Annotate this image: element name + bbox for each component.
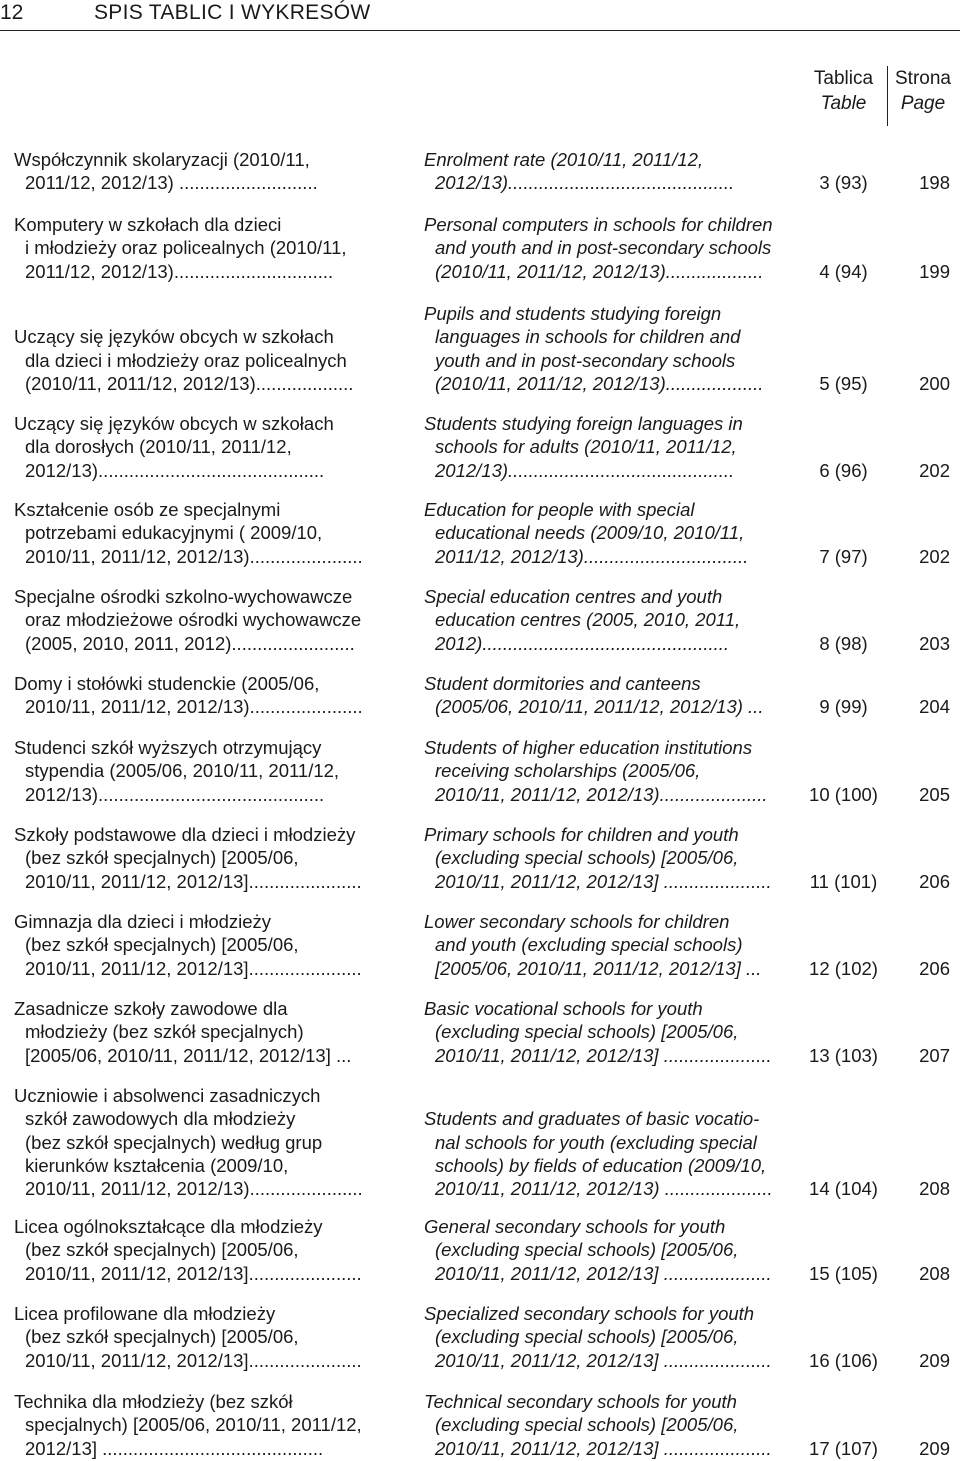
entry-title-en-line: (excluding special schools) [2005/06,: [435, 847, 739, 869]
page-ref: 203: [919, 632, 950, 654]
entry-title-pl-line: Licea ogólnokształcące dla młodzieży: [14, 1216, 323, 1237]
entry-title-pl-line: (bez szkół specjalnych) [2005/06,: [25, 1326, 299, 1348]
column-header-page-en: Page: [900, 93, 946, 114]
entry-title-en: [424, 1302, 796, 1372]
toc-entry: [0, 997, 960, 1067]
table-number: 15 (105): [809, 1262, 878, 1284]
entry-title-en-line: Specialized secondary schools for youth: [424, 1303, 755, 1324]
entry-title-pl-line: 2011/12, 2012/13) ...........................: [25, 172, 318, 194]
column-header-table-pl: Tablica: [813, 68, 874, 89]
entry-title-pl: [14, 1084, 392, 1200]
page-header: [0, 0, 960, 31]
toc-entry: [0, 823, 960, 893]
page-ref: 208: [919, 1178, 950, 1200]
entry-title-en-line: 2012/13)............................................: [435, 459, 735, 481]
toc-entry: [0, 148, 960, 195]
entry-title-pl-line: (bez szkół specjalnych) [2005/06,: [25, 847, 299, 869]
table-number: 10 (100): [809, 783, 878, 805]
entry-title-pl-line: (bez szkół specjalnych) według grup: [25, 1131, 323, 1153]
entry-title-pl: [14, 498, 392, 568]
entry-title-pl-line: stypendia (2005/06, 2010/11, 2011/12,: [25, 760, 340, 782]
entry-title-pl-line: Kształcenie osób ze specjalnymi: [14, 499, 281, 520]
table-number: 11 (101): [809, 870, 878, 892]
page-ref: 199: [919, 260, 950, 282]
table-number: 16 (106): [809, 1349, 878, 1371]
entry-title-en-line: 2010/11, 2011/12, 2012/13).....................: [435, 783, 768, 805]
column-header-table: [800, 66, 888, 126]
entry-title-pl: [14, 910, 392, 980]
toc-entry: [0, 910, 960, 980]
entry-title-pl: [14, 585, 392, 655]
toc-entry: [0, 736, 960, 806]
entry-title-pl-line: Studenci szkół wyższych otrzymujący: [14, 737, 322, 758]
page-ref: 209: [919, 1437, 950, 1459]
page-ref: 204: [919, 696, 950, 718]
column-header-page: [888, 66, 958, 126]
entry-title-en-line: Special education centres and youth: [424, 586, 723, 607]
entry-title-pl-line: Domy i stołówki studenckie (2005/06,: [14, 673, 320, 694]
entry-title-en: [424, 823, 796, 893]
column-header-table-en: Table: [820, 93, 867, 114]
table-number: 8 (98): [819, 632, 868, 654]
entry-title-pl-line: Współczynnik skolaryzacji (2010/11,: [14, 149, 310, 170]
entry-title-en-line: receiving scholarships (2005/06,: [435, 760, 701, 782]
table-number: 4 (94): [819, 260, 868, 282]
page-ref: 202: [919, 459, 950, 481]
entry-title-en: [424, 997, 796, 1067]
entry-title-en-line: Education for people with special: [424, 499, 695, 520]
entry-title-pl-line: 2010/11, 2011/12, 2012/13]......................: [25, 1349, 362, 1371]
entry-title-en-line: 2012/13)............................................: [435, 172, 735, 194]
entry-title-en-line: and youth and in post-secondary schools: [435, 237, 772, 259]
entry-title-en-line: 2011/12, 2012/13)................................: [435, 545, 749, 567]
entry-title-pl-line: Zasadnicze szkoły zawodowe dla: [14, 998, 288, 1019]
entry-title-en-line: [2005/06, 2010/11, 2011/12, 2012/13] ...: [435, 957, 762, 979]
entry-title-pl-line: młodzieży (bez szkół specjalnych): [25, 1021, 304, 1043]
entry-title-pl-line: 2010/11, 2011/12, 2012/13)......................: [25, 696, 363, 718]
table-number: 17 (107): [809, 1437, 878, 1459]
entry-title-en-line: Students of higher education institutions: [424, 737, 753, 758]
entry-title-pl: [14, 736, 392, 806]
entry-title-en: [424, 585, 796, 655]
entry-title-en-line: youth and in post-secondary schools: [435, 349, 736, 371]
entry-title-en-line: Basic vocational schools for youth: [424, 998, 703, 1019]
entry-title-pl: [14, 997, 392, 1067]
page-ref: 198: [919, 172, 950, 194]
entry-title-pl-line: (2005, 2010, 2011, 2012)........................: [25, 632, 355, 654]
toc-entry: [0, 302, 960, 395]
page-title: SPIS TABLIC I WYKRESÓW: [94, 1, 371, 24]
table-number: 13 (103): [809, 1044, 878, 1066]
entry-title-pl: [14, 412, 392, 482]
entry-title-pl-line: Uczący się języków obcych w szkołach: [14, 413, 334, 434]
toc-entry: [0, 1302, 960, 1372]
entry-title-en-line: 2010/11, 2011/12, 2012/13] .....................: [435, 870, 772, 892]
entry-title-pl-line: 2010/11, 2011/12, 2012/13)......................: [25, 545, 363, 567]
entry-title-en: [424, 498, 796, 568]
entry-title-en-line: (2010/11, 2011/12, 2012/13)...................: [435, 372, 764, 394]
entry-title-en: [424, 148, 796, 195]
entry-title-en: [424, 910, 796, 980]
toc-entry: [0, 585, 960, 655]
entry-title-pl-line: Uczniowie i absolwenci zasadniczych: [14, 1085, 321, 1106]
entry-title-pl-line: potrzebami edukacyjnymi ( 2009/10,: [25, 522, 323, 544]
entry-title-pl-line: 2010/11, 2011/12, 2012/13)......................: [25, 1178, 363, 1200]
entry-title-en: [424, 302, 796, 395]
table-number: 3 (93): [819, 172, 868, 194]
entry-title-en-line: (excluding special schools) [2005/06,: [435, 1021, 739, 1043]
entry-title-pl-line: 2012/13] ...........................................: [25, 1437, 324, 1459]
entry-title-pl-line: 2011/12, 2012/13)...............................: [25, 260, 334, 282]
entry-title-en-line: education centres (2005, 2010, 2011,: [435, 609, 741, 631]
entry-title-pl-line: Uczący się języków obcych w szkołach: [14, 326, 334, 348]
entry-title-pl: [14, 148, 392, 195]
entry-title-pl-line: Licea profilowane dla młodzieży: [14, 1303, 276, 1324]
entry-title-pl: [14, 823, 392, 893]
entry-title-en-line: 2010/11, 2011/12, 2012/13] .....................: [435, 1262, 772, 1284]
entry-title-pl-line: 2012/13)............................................: [25, 783, 325, 805]
entry-title-en: [424, 213, 796, 283]
entry-title-pl-line: 2010/11, 2011/12, 2012/13]......................: [25, 1262, 362, 1284]
page-ref: 206: [919, 870, 950, 892]
toc-entry: [0, 672, 960, 719]
entry-title-pl-line: (2010/11, 2011/12, 2012/13)...................: [25, 372, 354, 394]
entry-title-en-line: Student dormitories and canteens: [424, 673, 701, 694]
entry-title-pl-line: szkół zawodowych dla młodzieży: [25, 1108, 296, 1130]
entry-title-en: [424, 1390, 796, 1460]
entry-title-pl-line: [2005/06, 2010/11, 2011/12, 2012/13] ...: [25, 1044, 352, 1066]
entry-title-pl-line: 2010/11, 2011/12, 2012/13]......................: [25, 870, 362, 892]
entry-title-en-line: Personal computers in schools for children: [424, 214, 773, 235]
table-number: 5 (95): [819, 372, 868, 394]
entry-title-en-line: Primary schools for children and youth: [424, 824, 739, 845]
entry-title-pl-line: oraz młodzieżowe ośrodki wychowawcze: [25, 609, 362, 631]
toc-entry: [0, 412, 960, 482]
entry-title-pl: [14, 1215, 392, 1285]
entry-title-en: [424, 736, 796, 806]
entry-title-pl: [14, 672, 392, 719]
column-header-page-pl: Strona: [895, 68, 951, 89]
entry-title-pl: [14, 1302, 392, 1372]
entry-title-pl-line: (bez szkół specjalnych) [2005/06,: [25, 934, 299, 956]
toc-entry: [0, 1084, 960, 1201]
entry-title-pl-line: Komputery w szkołach dla dzieci: [14, 214, 282, 235]
entry-title-en-line: (excluding special schools) [2005/06,: [435, 1239, 739, 1261]
table-number: 9 (99): [819, 696, 868, 718]
entry-title-en-line: Lower secondary schools for children: [424, 911, 730, 932]
entry-title-en-line: languages in schools for children and: [435, 326, 741, 348]
entry-title-pl: [14, 213, 392, 283]
page-ref: 206: [919, 957, 950, 979]
entry-title-pl: [14, 1390, 392, 1460]
entry-title-en-line: (excluding special schools) [2005/06,: [435, 1414, 739, 1436]
entry-title-en-line: (2010/11, 2011/12, 2012/13)...................: [435, 260, 764, 282]
entry-title-en-line: (excluding special schools) [2005/06,: [435, 1326, 739, 1348]
entry-title-en-line: schools for adults (2010/11, 2011/12,: [435, 436, 737, 458]
entry-title-pl-line: dla dorosłych (2010/11, 2011/12,: [25, 436, 292, 458]
entry-title-en-line: Enrolment rate (2010/11, 2011/12,: [424, 149, 704, 170]
entry-title-en-line: 2010/11, 2011/12, 2012/13] .....................: [435, 1437, 772, 1459]
table-number: 12 (102): [809, 957, 878, 979]
entry-title-pl-line: specjalnych) [2005/06, 2010/11, 2011/12,: [25, 1414, 362, 1436]
entry-title-en-line: Technical secondary schools for youth: [424, 1391, 737, 1412]
entry-title-pl-line: Szkoły podstawowe dla dzieci i młodzieży: [14, 824, 356, 845]
entry-title-en: [424, 672, 796, 719]
entry-title-en-line: educational needs (2009/10, 2010/11,: [435, 522, 745, 544]
entry-title-en-line: General secondary schools for youth: [424, 1216, 726, 1237]
page-number: 12: [0, 1, 24, 24]
table-number: 14 (104): [809, 1178, 878, 1200]
entry-title-en-line: 2010/11, 2011/12, 2012/13) .....................: [435, 1178, 773, 1200]
entry-title-en-line: (2005/06, 2010/11, 2011/12, 2012/13) ...: [435, 696, 764, 718]
entry-title-pl: [14, 325, 392, 395]
entry-title-en-line: Students and graduates of basic vocatio-: [424, 1108, 760, 1130]
entry-title-en-line: 2010/11, 2011/12, 2012/13] .....................: [435, 1044, 772, 1066]
entry-title-en: [424, 412, 796, 482]
toc-entry: [0, 1390, 960, 1460]
page-ref: 208: [919, 1262, 950, 1284]
entry-title-en-line: Pupils and students studying foreign: [424, 303, 722, 324]
entry-title-pl-line: Gimnazja dla dzieci i młodzieży: [14, 911, 272, 932]
toc-entry: [0, 498, 960, 568]
entry-title-pl-line: dla dzieci i młodzieży oraz policealnych: [25, 349, 347, 371]
entry-title-en: [424, 1107, 796, 1200]
entry-title-pl-line: i młodzieży oraz policealnych (2010/11,: [25, 237, 347, 259]
entry-title-pl-line: Specjalne ośrodki szkolno-wychowawcze: [14, 586, 353, 607]
page-ref: 209: [919, 1349, 950, 1371]
entry-title-en-line: Students studying foreign languages in: [424, 413, 743, 434]
entry-title-en-line: schools) by fields of education (2009/10,: [435, 1154, 767, 1176]
toc-entry: [0, 1215, 960, 1285]
entry-title-en-line: 2012)................................................: [435, 632, 730, 654]
entry-title-pl-line: 2012/13)............................................: [25, 459, 325, 481]
entry-title-en: [424, 1215, 796, 1285]
entry-title-en-line: 2010/11, 2011/12, 2012/13] .....................: [435, 1349, 772, 1371]
entry-title-pl-line: (bez szkół specjalnych) [2005/06,: [25, 1239, 299, 1261]
entry-title-pl-line: 2010/11, 2011/12, 2012/13]......................: [25, 957, 362, 979]
entry-title-en-line: and youth (excluding special schools): [435, 934, 743, 956]
entry-title-en-line: nal schools for youth (excluding special: [435, 1131, 757, 1153]
entry-title-pl-line: Technika dla młodzieży (bez szkół: [14, 1391, 293, 1412]
page-ref: 200: [919, 372, 950, 394]
entry-title-pl-line: kierunków kształcenia (2009/10,: [25, 1154, 289, 1176]
table-number: 6 (96): [819, 459, 868, 481]
table-number: 7 (97): [819, 545, 868, 567]
page-ref: 207: [919, 1044, 950, 1066]
page-ref: 202: [919, 545, 950, 567]
toc-entry: [0, 213, 960, 283]
page-ref: 205: [919, 783, 950, 805]
